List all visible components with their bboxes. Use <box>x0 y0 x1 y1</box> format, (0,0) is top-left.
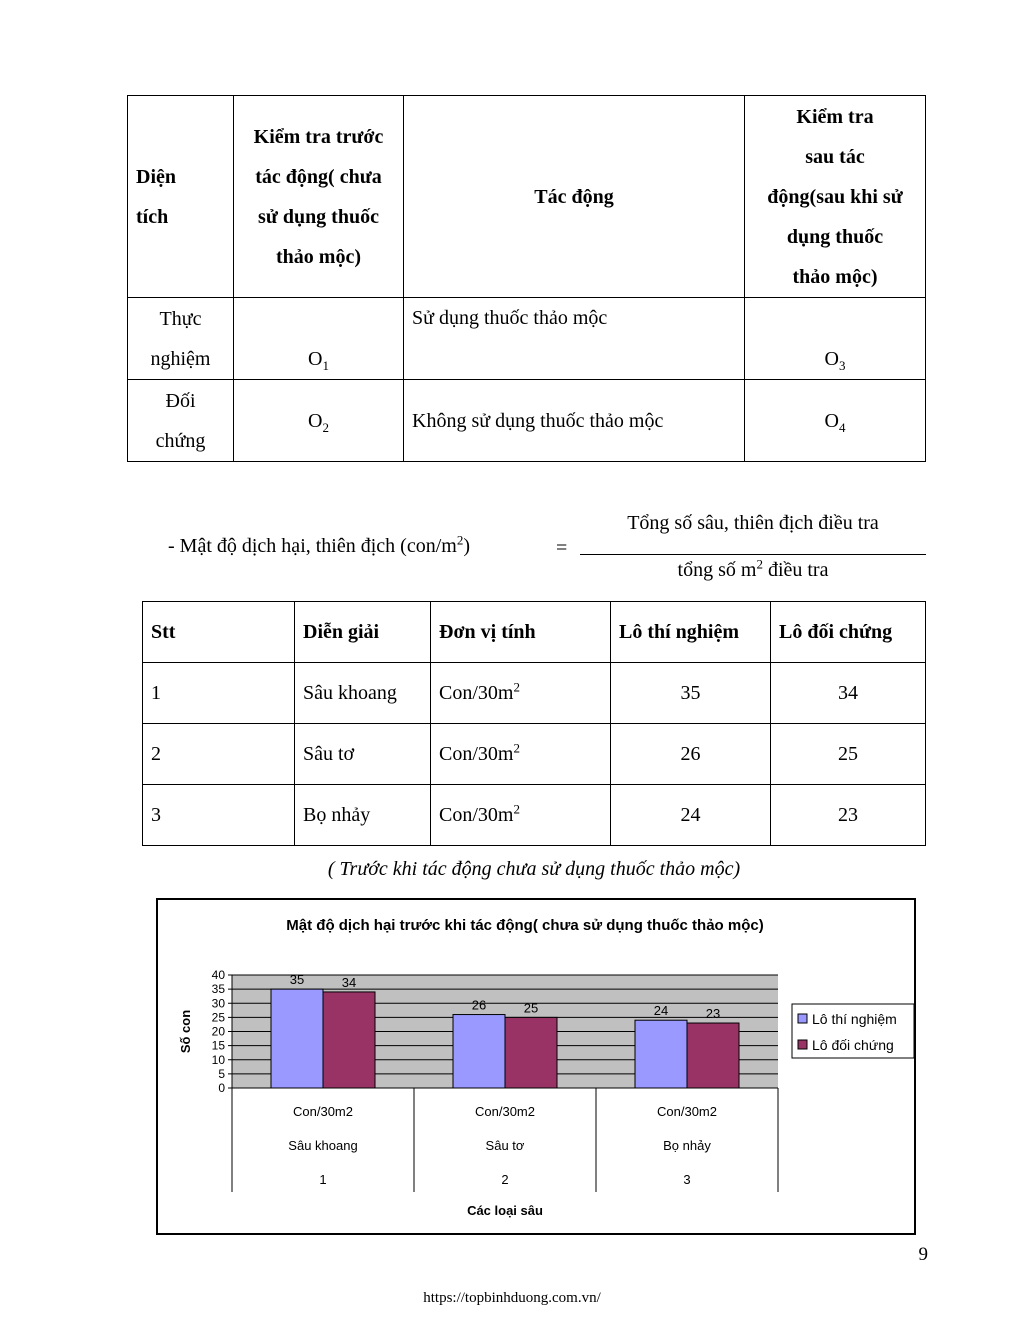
cell-area-line1: Đối <box>165 389 196 412</box>
y-tick-label: 0 <box>218 1081 225 1095</box>
cell-before-value: O <box>308 409 323 432</box>
cell-stt: 3 <box>143 785 295 846</box>
unit-sup: 2 <box>513 739 520 755</box>
cell-before-value: O <box>308 348 323 370</box>
cell-impact: Sử dụng thuốc thảo mộc <box>404 298 745 380</box>
design-table <box>127 95 926 462</box>
table-header-row <box>143 602 926 663</box>
formula-denominator-a: tổng số m <box>677 559 757 581</box>
cell-area-line2: nghiệm <box>150 347 211 370</box>
data-label: 34 <box>341 974 357 990</box>
table-caption: ( Trước khi tác động chưa sử dụng thuốc thảo mộc) <box>327 858 741 880</box>
cell-area <box>128 298 234 380</box>
y-tick-label: 40 <box>211 968 225 982</box>
formula-fraction-bar <box>580 554 926 555</box>
formula-equals: = <box>556 537 568 559</box>
x-tick-label: Sâu tơ <box>485 1138 525 1153</box>
table-row <box>128 380 926 462</box>
y-tick-label: 30 <box>211 996 225 1011</box>
header-before-line4: thảo mộc) <box>276 245 361 268</box>
header-area <box>128 96 234 298</box>
header-impact: Tác động <box>404 96 745 298</box>
bar <box>505 1017 557 1088</box>
bar-chart <box>158 900 914 1233</box>
table-row <box>143 785 926 846</box>
y-tick-label: 25 <box>211 1010 225 1025</box>
formula-numerator: Tổng số sâu, thiên địch điều tra <box>627 512 879 534</box>
formula-left-end: ) <box>463 535 470 557</box>
formula-denominator <box>580 556 926 582</box>
pest-density-table <box>142 601 926 846</box>
bar <box>271 989 323 1088</box>
x-tick-label: Con/30m2 <box>475 1104 535 1119</box>
cell-before <box>234 380 404 462</box>
bar <box>687 1023 739 1088</box>
formula-left-sup: 2 <box>456 532 464 548</box>
cell-exp: 26 <box>611 724 771 785</box>
cell-area <box>128 380 234 462</box>
table-row <box>143 724 926 785</box>
unit-sup: 2 <box>513 800 520 816</box>
table-row <box>143 663 926 724</box>
data-label: 35 <box>289 972 305 988</box>
header-ctrl: Lô đối chứng <box>771 602 926 663</box>
x-axis-label: Các loại sâu <box>467 1203 543 1218</box>
cell-stt: 1 <box>143 663 295 724</box>
table-row <box>128 298 926 380</box>
y-tick-label: 20 <box>211 1024 225 1039</box>
data-label: 25 <box>523 1000 539 1016</box>
cell-impact: Không sử dụng thuốc thảo mộc <box>404 380 745 462</box>
legend-label: Lô đối chứng <box>812 1037 894 1053</box>
header-unit: Đơn vị tính <box>431 602 611 663</box>
header-before-line1: Kiểm tra trước <box>253 125 384 148</box>
cell-after <box>745 380 926 462</box>
cell-area-line2: chứng <box>155 429 206 452</box>
cell-ctrl: 34 <box>771 663 926 724</box>
bar <box>453 1015 505 1088</box>
x-tick-label: Sâu khoang <box>288 1138 358 1153</box>
cell-desc: Bọ nhảy <box>295 785 431 846</box>
header-after <box>745 96 926 298</box>
header-before <box>234 96 404 298</box>
x-tick-label: Con/30m2 <box>293 1104 353 1119</box>
data-label: 26 <box>471 997 487 1013</box>
header-desc: Diễn giải <box>295 602 431 663</box>
cell-stt: 2 <box>143 724 295 785</box>
data-label: 24 <box>653 1003 669 1019</box>
bar <box>635 1020 687 1088</box>
cell-after-value: O <box>824 409 839 432</box>
legend-swatch <box>798 1040 807 1049</box>
chart-title: Mật độ dịch hại trước khi tác động( chưa sử dụng thuốc thảo mộc) <box>286 917 764 934</box>
unit-sup: 2 <box>513 678 520 694</box>
header-exp: Lô thí nghiệm <box>611 602 771 663</box>
formula-left-text: - Mật độ dịch hại, thiên địch (con/m <box>168 535 457 557</box>
header-after-line1: Kiểm tra <box>796 105 874 128</box>
header-stt: Stt <box>143 602 295 663</box>
header-area-line1: Diện <box>136 165 176 188</box>
header-area-line2: tích <box>136 205 169 228</box>
x-tick-label: 2 <box>501 1172 509 1187</box>
header-before-line2: tác động( chưa <box>255 165 382 188</box>
formula-denominator-sup: 2 <box>756 556 763 572</box>
chart-frame <box>156 898 916 1235</box>
page-number: 9 <box>918 1244 928 1265</box>
cell-after-value: O <box>824 348 839 370</box>
y-tick-label: 10 <box>211 1052 225 1067</box>
footer-url: https://topbinhduong.com.vn/ <box>423 1290 601 1306</box>
cell-exp: 24 <box>611 785 771 846</box>
legend-label: Lô thí nghiệm <box>812 1011 897 1027</box>
x-tick-label: 3 <box>683 1172 691 1187</box>
cell-unit <box>431 724 611 785</box>
header-after-line2: sau tác <box>805 145 865 168</box>
cell-unit <box>431 785 611 846</box>
data-label: 23 <box>705 1006 721 1022</box>
header-after-line5: thảo mộc) <box>792 265 878 288</box>
cell-exp: 35 <box>611 663 771 724</box>
cell-desc: Sâu tơ <box>295 724 431 785</box>
y-axis-label: Số con <box>178 1009 193 1054</box>
formula-denominator-b: điều tra <box>762 559 829 581</box>
unit-base: Con/30m <box>439 742 514 765</box>
x-tick-label: Bọ nhảy <box>663 1138 711 1153</box>
y-tick-label: 5 <box>218 1066 225 1081</box>
unit-base: Con/30m <box>439 681 514 704</box>
x-tick-label: Con/30m2 <box>657 1104 717 1119</box>
cell-ctrl: 25 <box>771 724 926 785</box>
header-after-line4: dụng thuốc <box>786 225 884 248</box>
cell-after-sub: 4 <box>838 419 846 435</box>
header-after-line3: động(sau khi sử <box>767 185 903 208</box>
header-before-line3: sử dụng thuốc <box>258 205 379 228</box>
legend-swatch <box>798 1014 807 1023</box>
cell-after-sub: 3 <box>838 358 846 373</box>
cell-before-sub: 1 <box>322 358 329 373</box>
cell-desc: Sâu khoang <box>295 663 431 724</box>
unit-base: Con/30m <box>439 803 514 826</box>
cell-unit <box>431 663 611 724</box>
cell-before-sub: 2 <box>322 419 329 435</box>
y-tick-label: 35 <box>211 982 225 997</box>
x-tick-label: 1 <box>319 1172 327 1187</box>
formula-left <box>168 532 470 558</box>
cell-ctrl: 23 <box>771 785 926 846</box>
bar <box>323 992 375 1088</box>
y-tick-label: 15 <box>211 1038 225 1053</box>
cell-area-line1: Thực <box>159 307 202 330</box>
cell-before <box>234 298 404 380</box>
cell-after <box>745 298 926 380</box>
